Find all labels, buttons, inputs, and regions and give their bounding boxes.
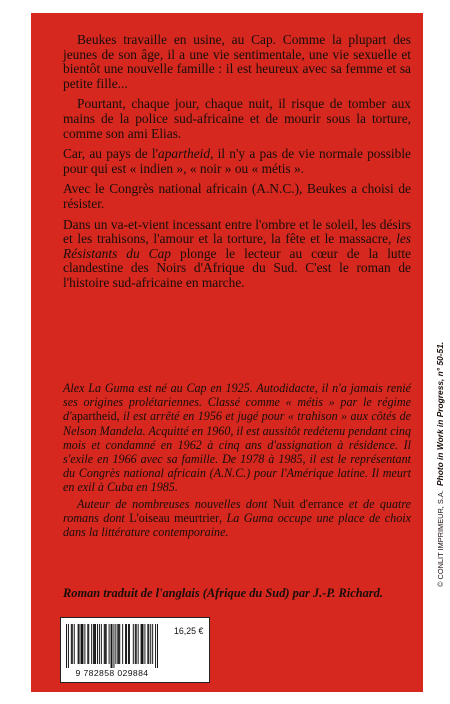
summary-paragraph [63,218,411,291]
back-cover [31,13,445,692]
barcode-bar [117,624,118,664]
barcode-bar [157,624,158,668]
bio-text: Auteur de nombreuses nouvelles dont [77,496,273,511]
bio-text: , il est arrêté en 1956 et jugé pour « trahison » aux côtés de Nelson Mandela. Acquitté en 1960, il est aussitôt redétenu pendant cinq mois et condamné en 1962 à cinq ans d'assignation à résidence. Il s'exile en 1966 avec sa famille. De 1978 à 1985, il est le représentant du Congrès national africain (A.N.C.) pour l'Amérique latine. Il meurt en exil à Cuba en 1985. [63,409,411,495]
bio-roman: Nuit d'errance [272,496,344,511]
barcode-bar [87,624,88,664]
barcode-bar [126,624,127,664]
barcode-bar [105,624,106,664]
translation-note: Roman traduit de l'anglais (Afrique du Sud) par J.-P. Richard. [63,586,383,600]
barcode-bar [109,624,110,664]
barcode-bar [118,624,119,664]
author-biography [63,381,411,541]
barcode-bar [122,624,123,664]
barcode-bar [150,624,151,664]
bio-paragraph [63,497,411,540]
barcode-bar [72,624,73,664]
barcode-bar [115,624,116,664]
barcode-bar [152,624,153,664]
summary-text: Dans un va-et-vient incessant entre l'ombre et le soleil, les désirs et les trahisons, l'amour et la torture, la fête et le massacre, [63,216,411,247]
isbn-number: 9 782858 029884 [75,668,149,678]
barcode-bar [88,624,89,664]
barcode-bar [84,624,85,664]
printer-credit: © CONLIT IMPRIMEUR, S.A. [436,490,445,587]
barcode-bar [144,624,145,664]
barcode-bar [93,624,94,664]
bio-roman: L'oiseau meurtrier [129,510,220,525]
barcode-bar [143,624,144,664]
bio-text: et de quatre romans dont [63,496,411,525]
barcode-bar [113,624,114,668]
barcode-bar [112,624,113,668]
barcode-bar [129,624,130,664]
barcode-bar [97,624,98,664]
bio-paragraph [63,381,411,495]
barcode-bar [135,624,136,664]
barcode-bar [136,624,137,664]
bio-text: , La Guma occupe une place de choix dans la littérature contemporaine. [63,510,411,540]
bio-text: Alex La Guma est né au Cap en 1925. Autodidacte, il n'a jamais renié ses origines prolétariennes. Classé comme « métis » par le régime d' [63,381,411,424]
barcode-bar [81,624,82,664]
summary-italic: les Résistants du Cap [63,231,411,261]
barcode-bar [119,624,120,664]
barcode-bar [148,624,149,664]
barcode-bar [81,624,82,664]
summary-paragraph: Beukes travaille en usine, au Cap. Comme la plupart des jeunes de son âge, il a une vie sentimentale, une vie sexuelle et bientôt une nouvelle famille : il est heureux avec sa femme et sa petite fille... [63,32,411,91]
barcode-bar [142,624,143,664]
summary-italic: apartheid [158,146,211,162]
barcode-bar [94,624,95,664]
summary-text: Car, au pays de l' [63,146,158,162]
barcode-bar [106,624,107,664]
barcode-bar [101,624,102,664]
barcode-icon [66,624,158,668]
summary-text: , il n'y a pas de vie normale possible pour qui est « indien », « noir » ou « métis ». [63,146,411,176]
bio-roman: apartheid [71,409,117,424]
summary-paragraph: Pourtant, chaque jour, chaque nuit, il risque de tomber aux mains de la police sud-africaine et de mourir sous la torture, comme son ami Elias. [63,96,411,141]
summary-paragraph: Avec le Congrès national africain (A.N.C.), Beukes a choisi de résister. [63,181,411,211]
barcode-bar [104,624,105,664]
price-label: 16,25 € [174,626,204,636]
barcode-bar [128,624,129,664]
barcode-bar [95,624,96,664]
barcode-bar [125,624,126,664]
barcode-bar [79,624,80,664]
barcode-bar [82,624,83,664]
barcode-bar [99,624,100,664]
barcode-price-label [60,617,210,683]
barcode-bar [147,624,148,664]
photo-source: Photo in Work in Progress, n° 50-51. [435,341,445,486]
barcode-bar [68,624,69,668]
summary-text: plonge le lecteur au cœur de la lutte clandestine des Noirs d'Afrique du Sud. C'est le roman de l'histoire sud-africaine en marche. [63,245,412,290]
barcode-bar [155,624,156,668]
barcode-bar [111,624,112,668]
barcode-bar [74,624,75,664]
barcode-bar [141,624,142,664]
barcode-bar [91,624,92,664]
book-summary [63,33,411,297]
barcode-bar [138,624,139,664]
barcode-bar [133,624,134,664]
barcode-bar [66,624,67,668]
barcode-bar [71,624,72,664]
photo-credit-text [435,342,445,587]
barcode-bar [78,624,79,664]
summary-paragraph [63,147,411,176]
